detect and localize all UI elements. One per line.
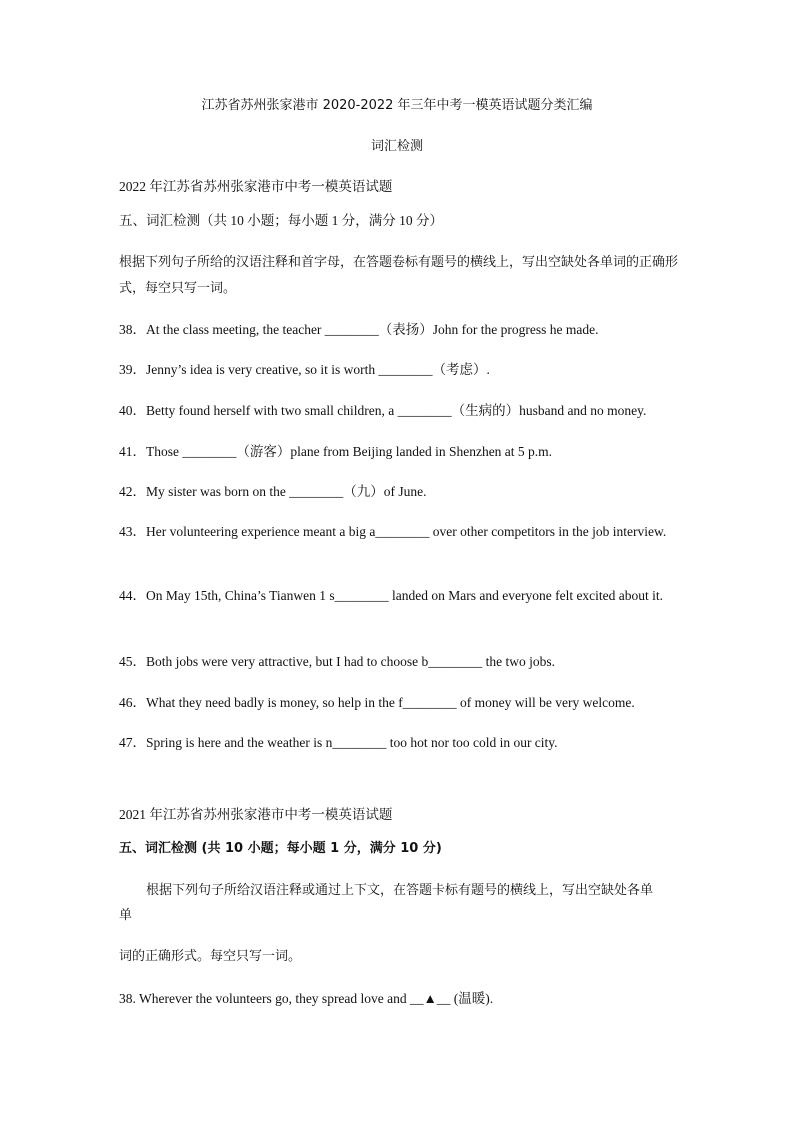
question-46-2022: 46．What they need badly is money, so help in the f________ of money will be very welcome. [119,695,635,710]
question-44-2022: 44．On May 15th, China’s Tianwen 1 s________ landed on Mars and everyone felt excited about it. [119,588,664,603]
question-41-2022: 41．Those ________（游客）plane from Beijing landed in Shenzhen at 5 p.m. [119,444,553,459]
question-47-2022: 47．Spring is here and the weather is n________ too hot nor too cold in our city. [119,735,558,750]
section-2021-heading: 2021 年江苏省苏州张家港市中考一模英语试题 [119,807,393,822]
document-title: 江苏省苏州张家港市 2020-2022 年三年中考一模英语试题分类汇编 [201,98,593,113]
section-2022-heading: 2022 年江苏省苏州张家港市中考一模英语试题 [119,179,393,194]
section-2022-instruction: 根据下列句子所给的汉语注释和首字母，在答题卷标有题号的横线上，写出空缺处各单词的正确形式，每空只写一词。 [119,255,679,296]
question-38-2022: 38．At the class meeting, the teacher ________（表扬）John for the progress he made. [119,322,599,337]
section-2021-part: 五、词汇检测 (共 10 小题；每小题 1 分，满分 10 分) [119,841,442,856]
section-2021-instruction-line2: 单 [119,908,133,923]
question-42-2022: 42．My sister was born on the ________（九）of June. [119,484,427,499]
question-38-2021: 38. Wherever the volunteers go, they spread love and __▲__ (温暖). [119,991,494,1006]
document-subtitle: 词汇检测 [370,139,423,154]
section-2021-instruction-line1: 根据下列句子所给汉语注释或通过上下文，在答题卡标有题号的横线上，写出空缺处各单 [146,883,654,898]
section-2021-instruction-line3: 词的正确形式。每空只写一词。 [119,949,302,964]
section-2022-part: 五、词汇检测（共 10 小题；每小题 1 分，满分 10 分） [119,213,443,228]
question-40-2022: 40．Betty found herself with two small children, a ________（生病的）husband and no money. [119,403,647,418]
question-39-2022: 39．Jenny’s idea is very creative, so it is worth ________（考虑）. [119,362,490,377]
question-45-2022: 45．Both jobs were very attractive, but I had to choose b________ the two jobs. [119,654,556,669]
question-43-2022: 43．Her volunteering experience meant a big a________ over other competitors in the job interview. [119,524,667,539]
